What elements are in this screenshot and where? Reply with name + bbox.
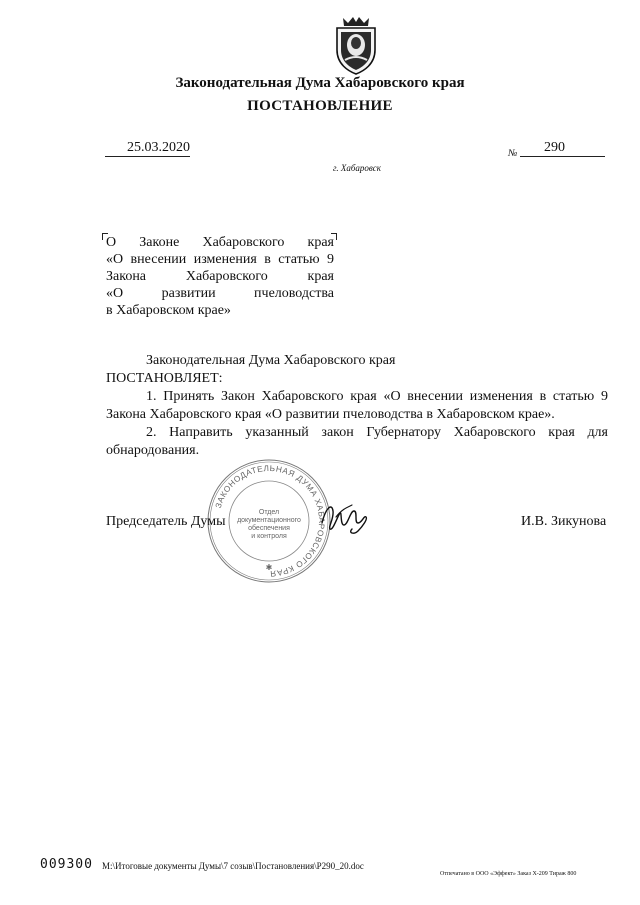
subject-line: «О внесении изменения в статью 9 (106, 252, 334, 267)
subject-line: «О развитии пчеловодства (106, 286, 334, 301)
subject-line: в Хабаровском крае» (106, 303, 231, 318)
stamp-star-icon: ✱ (265, 563, 273, 572)
subject-line: О Законе Хабаровского края (106, 235, 334, 250)
body-intro: Законодательная Дума Хабаровского края (146, 353, 396, 368)
body-item-1: 1. Принять Закон Хабаровского края «О внесении изменения в статью 9 Закона Хабаровского края «О развитии пчеловодства в Хабаровском крае». (106, 389, 608, 422)
organization-title: Законодательная Дума Хабаровского края (175, 75, 465, 91)
body-item-2: 2. Направить указанный закон Губернатору Хабаровского края для обнародования. (106, 425, 608, 458)
stamp-center-line: документационного (237, 517, 301, 524)
signatory-position: Председатель Думы (106, 514, 226, 529)
body-resolves: ПОСТАНОВЛЯЕТ: (106, 371, 223, 386)
stamp-center-line: Отдел (258, 509, 280, 516)
coat-of-arms-icon (331, 14, 381, 76)
footer-file-path: M:\Итоговые документы Думы\7 созыв\Постановления\P290_20.doc (102, 861, 364, 871)
document-number: 290 (544, 140, 565, 155)
document-date: 25.03.2020 (105, 140, 190, 157)
document-type: ПОСТАНОВЛЕНИЕ (247, 98, 393, 114)
number-sign: № (508, 148, 518, 159)
handwritten-signature (318, 497, 370, 537)
footer-print-info: Отпечатано в ООО «Эффект» Заказ Х-209 Тираж 800 (440, 871, 577, 877)
stamp-ring-text: ЗАКОНОДАТЕЛЬНАЯ ДУМА ХАБАРОВСКОГО КРАЯ (213, 463, 327, 579)
document-body (106, 352, 608, 460)
signatory-name: И.В. Зикунова (521, 514, 607, 529)
stamp-center-line: и контроля (251, 533, 287, 540)
stamp-center-line: обеспечения (248, 525, 290, 532)
city: г. Хабаровск (333, 163, 381, 173)
subject-line: Закона Хабаровского края (106, 269, 334, 284)
document-subject (106, 234, 334, 319)
footer-document-code: 009300 (40, 857, 93, 872)
document-number-field (520, 140, 605, 157)
